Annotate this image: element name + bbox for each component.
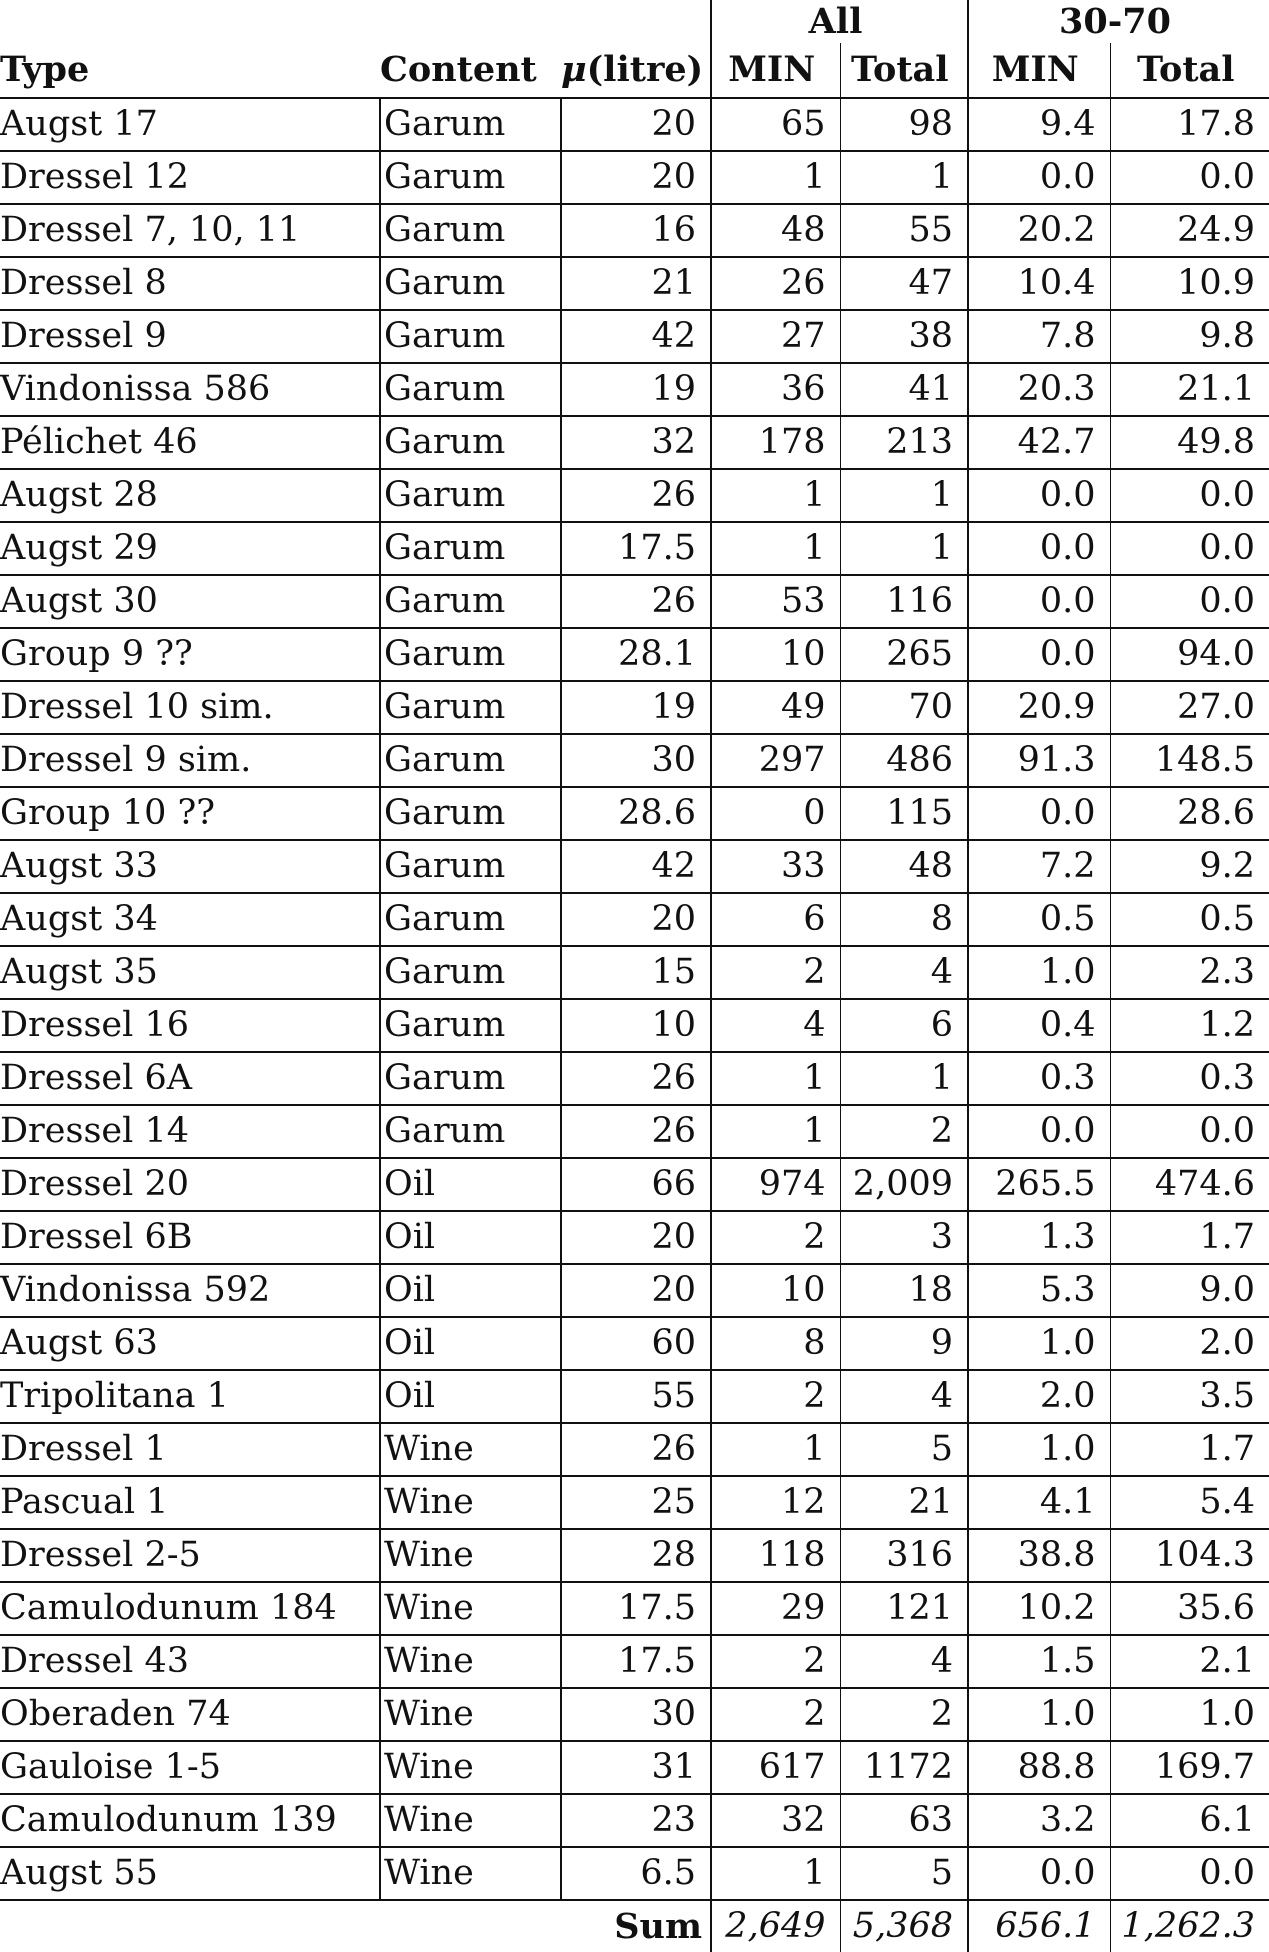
cell-all-total: 486 bbox=[840, 734, 968, 787]
cell-range-total: 0.0 bbox=[1110, 1847, 1269, 1900]
sum-range-total: 1,262.3 bbox=[1110, 1900, 1269, 1952]
cell-type: Dressel 10 sim. bbox=[0, 681, 380, 734]
cell-range-min: 0.0 bbox=[968, 787, 1110, 840]
cell-all-total: 1 bbox=[840, 522, 968, 575]
cell-content: Wine bbox=[380, 1423, 561, 1476]
cell-range-min: 2.0 bbox=[968, 1370, 1110, 1423]
cell-mu: 23 bbox=[561, 1794, 711, 1847]
cell-type: Augst 35 bbox=[0, 946, 380, 999]
cell-content: Garum bbox=[380, 734, 561, 787]
cell-content: Garum bbox=[380, 416, 561, 469]
cell-range-min: 0.0 bbox=[968, 1847, 1110, 1900]
cell-content: Oil bbox=[380, 1264, 561, 1317]
cell-content: Garum bbox=[380, 363, 561, 416]
cell-range-total: 5.4 bbox=[1110, 1476, 1269, 1529]
cell-all-min: 32 bbox=[711, 1794, 840, 1847]
cell-type: Dressel 9 bbox=[0, 310, 380, 363]
cell-range-total: 0.0 bbox=[1110, 469, 1269, 522]
header-mu bbox=[561, 43, 711, 98]
cell-range-total: 0.0 bbox=[1110, 522, 1269, 575]
cell-all-min: 1 bbox=[711, 1847, 840, 1900]
cell-all-min: 8 bbox=[711, 1317, 840, 1370]
table-row bbox=[0, 1052, 1269, 1105]
cell-all-min: 65 bbox=[711, 98, 840, 151]
cell-mu: 28.6 bbox=[561, 787, 711, 840]
cell-all-min: 48 bbox=[711, 204, 840, 257]
cell-all-min: 33 bbox=[711, 840, 840, 893]
cell-type: Augst 30 bbox=[0, 575, 380, 628]
cell-range-min: 88.8 bbox=[968, 1741, 1110, 1794]
cell-all-total: 8 bbox=[840, 893, 968, 946]
cell-range-total: 28.6 bbox=[1110, 787, 1269, 840]
cell-range-min: 1.0 bbox=[968, 1317, 1110, 1370]
cell-content: Wine bbox=[380, 1635, 561, 1688]
cell-content: Garum bbox=[380, 946, 561, 999]
cell-mu: 60 bbox=[561, 1317, 711, 1370]
cell-range-total: 21.1 bbox=[1110, 363, 1269, 416]
cell-all-min: 1 bbox=[711, 522, 840, 575]
cell-mu: 17.5 bbox=[561, 1582, 711, 1635]
cell-all-total: 6 bbox=[840, 999, 968, 1052]
cell-range-min: 0.0 bbox=[968, 151, 1110, 204]
cell-range-total: 27.0 bbox=[1110, 681, 1269, 734]
cell-range-total: 2.3 bbox=[1110, 946, 1269, 999]
cell-type: Dressel 6B bbox=[0, 1211, 380, 1264]
cell-mu: 6.5 bbox=[561, 1847, 711, 1900]
cell-content: Garum bbox=[380, 522, 561, 575]
cell-all-min: 617 bbox=[711, 1741, 840, 1794]
cell-type: Group 9 ?? bbox=[0, 628, 380, 681]
cell-all-min: 974 bbox=[711, 1158, 840, 1211]
cell-content: Wine bbox=[380, 1476, 561, 1529]
cell-range-total: 9.8 bbox=[1110, 310, 1269, 363]
cell-all-min: 1 bbox=[711, 469, 840, 522]
cell-range-min: 0.0 bbox=[968, 628, 1110, 681]
cell-content: Oil bbox=[380, 1158, 561, 1211]
cell-all-min: 1 bbox=[711, 1423, 840, 1476]
sum-all-total: 5,368 bbox=[840, 1900, 968, 1952]
cell-type: Dressel 16 bbox=[0, 999, 380, 1052]
cell-range-total: 474.6 bbox=[1110, 1158, 1269, 1211]
cell-type: Augst 63 bbox=[0, 1317, 380, 1370]
cell-range-total: 94.0 bbox=[1110, 628, 1269, 681]
cell-all-min: 1 bbox=[711, 151, 840, 204]
cell-range-min: 3.2 bbox=[968, 1794, 1110, 1847]
cell-range-min: 1.0 bbox=[968, 1423, 1110, 1476]
cell-type: Tripolitana 1 bbox=[0, 1370, 380, 1423]
cell-all-min: 29 bbox=[711, 1582, 840, 1635]
cell-range-min: 0.0 bbox=[968, 469, 1110, 522]
table-row bbox=[0, 416, 1269, 469]
cell-content: Garum bbox=[380, 893, 561, 946]
cell-mu: 20 bbox=[561, 893, 711, 946]
cell-type: Vindonissa 592 bbox=[0, 1264, 380, 1317]
cell-range-min: 20.2 bbox=[968, 204, 1110, 257]
cell-type: Dressel 43 bbox=[0, 1635, 380, 1688]
cell-mu: 10 bbox=[561, 999, 711, 1052]
table-row bbox=[0, 1635, 1269, 1688]
cell-all-total: 9 bbox=[840, 1317, 968, 1370]
cell-content: Oil bbox=[380, 1211, 561, 1264]
table-row bbox=[0, 1264, 1269, 1317]
table-row bbox=[0, 363, 1269, 416]
cell-all-min: 36 bbox=[711, 363, 840, 416]
table-row bbox=[0, 1370, 1269, 1423]
cell-range-total: 1.2 bbox=[1110, 999, 1269, 1052]
cell-range-min: 1.3 bbox=[968, 1211, 1110, 1264]
cell-type: Camulodunum 139 bbox=[0, 1794, 380, 1847]
cell-range-total: 10.9 bbox=[1110, 257, 1269, 310]
cell-range-total: 0.5 bbox=[1110, 893, 1269, 946]
cell-range-total: 0.0 bbox=[1110, 151, 1269, 204]
table-row bbox=[0, 946, 1269, 999]
cell-range-min: 0.0 bbox=[968, 522, 1110, 575]
cell-mu: 42 bbox=[561, 840, 711, 893]
cell-range-min: 10.4 bbox=[968, 257, 1110, 310]
cell-all-total: 70 bbox=[840, 681, 968, 734]
cell-type: Augst 34 bbox=[0, 893, 380, 946]
cell-range-total: 49.8 bbox=[1110, 416, 1269, 469]
cell-all-total: 316 bbox=[840, 1529, 968, 1582]
cell-all-total: 41 bbox=[840, 363, 968, 416]
cell-all-total: 38 bbox=[840, 310, 968, 363]
cell-mu: 31 bbox=[561, 1741, 711, 1794]
cell-all-total: 98 bbox=[840, 98, 968, 151]
cell-mu: 32 bbox=[561, 416, 711, 469]
cell-content: Garum bbox=[380, 840, 561, 893]
cell-mu: 26 bbox=[561, 1105, 711, 1158]
cell-all-min: 2 bbox=[711, 1688, 840, 1741]
cell-type: Dressel 12 bbox=[0, 151, 380, 204]
cell-range-min: 7.2 bbox=[968, 840, 1110, 893]
cell-content: Wine bbox=[380, 1688, 561, 1741]
cell-range-min: 42.7 bbox=[968, 416, 1110, 469]
table-row bbox=[0, 681, 1269, 734]
cell-range-min: 20.3 bbox=[968, 363, 1110, 416]
table-row bbox=[0, 1158, 1269, 1211]
cell-mu: 20 bbox=[561, 98, 711, 151]
cell-content: Garum bbox=[380, 681, 561, 734]
cell-range-min: 5.3 bbox=[968, 1264, 1110, 1317]
cell-all-min: 178 bbox=[711, 416, 840, 469]
cell-range-total: 35.6 bbox=[1110, 1582, 1269, 1635]
cell-content: Garum bbox=[380, 628, 561, 681]
cell-all-total: 5 bbox=[840, 1847, 968, 1900]
cell-range-min: 91.3 bbox=[968, 734, 1110, 787]
cell-range-min: 0.4 bbox=[968, 999, 1110, 1052]
cell-range-min: 1.0 bbox=[968, 1688, 1110, 1741]
column-header-row bbox=[0, 43, 1269, 98]
cell-content: Garum bbox=[380, 469, 561, 522]
sum-all-min: 2,649 bbox=[711, 1900, 840, 1952]
cell-content: Garum bbox=[380, 98, 561, 151]
cell-content: Wine bbox=[380, 1582, 561, 1635]
cell-content: Oil bbox=[380, 1317, 561, 1370]
table-row bbox=[0, 522, 1269, 575]
cell-type: Oberaden 74 bbox=[0, 1688, 380, 1741]
table-row bbox=[0, 1688, 1269, 1741]
cell-all-min: 27 bbox=[711, 310, 840, 363]
cell-mu: 26 bbox=[561, 469, 711, 522]
cell-type: Dressel 9 sim. bbox=[0, 734, 380, 787]
cell-all-min: 1 bbox=[711, 1052, 840, 1105]
cell-all-min: 10 bbox=[711, 1264, 840, 1317]
cell-content: Garum bbox=[380, 310, 561, 363]
cell-all-min: 12 bbox=[711, 1476, 840, 1529]
cell-all-min: 1 bbox=[711, 1105, 840, 1158]
cell-mu: 30 bbox=[561, 1688, 711, 1741]
cell-all-min: 2 bbox=[711, 946, 840, 999]
cell-type: Pascual 1 bbox=[0, 1476, 380, 1529]
cell-content: Garum bbox=[380, 787, 561, 840]
cell-mu: 15 bbox=[561, 946, 711, 999]
cell-all-min: 49 bbox=[711, 681, 840, 734]
cell-range-total: 1.7 bbox=[1110, 1211, 1269, 1264]
cell-all-total: 2,009 bbox=[840, 1158, 968, 1211]
table-row bbox=[0, 1529, 1269, 1582]
cell-range-total: 2.1 bbox=[1110, 1635, 1269, 1688]
cell-all-min: 53 bbox=[711, 575, 840, 628]
cell-all-min: 4 bbox=[711, 999, 840, 1052]
cell-all-total: 48 bbox=[840, 840, 968, 893]
cell-range-min: 0.3 bbox=[968, 1052, 1110, 1105]
cell-range-total: 2.0 bbox=[1110, 1317, 1269, 1370]
cell-mu: 19 bbox=[561, 681, 711, 734]
header-content: Content bbox=[380, 49, 537, 90]
group-header-30-70: 30-70 bbox=[968, 0, 1269, 43]
cell-range-total: 104.3 bbox=[1110, 1529, 1269, 1582]
table-row bbox=[0, 1423, 1269, 1476]
cell-all-total: 4 bbox=[840, 946, 968, 999]
cell-range-total: 169.7 bbox=[1110, 1741, 1269, 1794]
cell-type: Dressel 2-5 bbox=[0, 1529, 380, 1582]
cell-all-total: 1 bbox=[840, 151, 968, 204]
cell-type: Pélichet 46 bbox=[0, 416, 380, 469]
table-row bbox=[0, 469, 1269, 522]
cell-all-total: 116 bbox=[840, 575, 968, 628]
cell-range-total: 3.5 bbox=[1110, 1370, 1269, 1423]
cell-all-total: 5 bbox=[840, 1423, 968, 1476]
cell-all-min: 6 bbox=[711, 893, 840, 946]
cell-content: Garum bbox=[380, 575, 561, 628]
cell-range-total: 9.0 bbox=[1110, 1264, 1269, 1317]
cell-mu: 42 bbox=[561, 310, 711, 363]
cell-mu: 20 bbox=[561, 1211, 711, 1264]
cell-content: Garum bbox=[380, 257, 561, 310]
cell-range-min: 7.8 bbox=[968, 310, 1110, 363]
cell-type: Dressel 6A bbox=[0, 1052, 380, 1105]
cell-range-total: 0.3 bbox=[1110, 1052, 1269, 1105]
cell-mu: 55 bbox=[561, 1370, 711, 1423]
cell-mu: 28 bbox=[561, 1529, 711, 1582]
table-row bbox=[0, 893, 1269, 946]
cell-all-total: 4 bbox=[840, 1635, 968, 1688]
cell-type: Dressel 14 bbox=[0, 1105, 380, 1158]
cell-mu: 17.5 bbox=[561, 1635, 711, 1688]
cell-all-total: 2 bbox=[840, 1688, 968, 1741]
table-row bbox=[0, 204, 1269, 257]
cell-all-total: 21 bbox=[840, 1476, 968, 1529]
cell-range-min: 0.0 bbox=[968, 1105, 1110, 1158]
cell-type: Augst 29 bbox=[0, 522, 380, 575]
cell-range-total: 0.0 bbox=[1110, 575, 1269, 628]
cell-mu: 20 bbox=[561, 1264, 711, 1317]
cell-type: Vindonissa 586 bbox=[0, 363, 380, 416]
cell-all-min: 2 bbox=[711, 1635, 840, 1688]
cell-all-min: 10 bbox=[711, 628, 840, 681]
cell-type: Dressel 20 bbox=[0, 1158, 380, 1211]
cell-type: Augst 55 bbox=[0, 1847, 380, 1900]
cell-range-min: 1.0 bbox=[968, 946, 1110, 999]
table-row bbox=[0, 1476, 1269, 1529]
cell-range-min: 9.4 bbox=[968, 98, 1110, 151]
cell-all-total: 3 bbox=[840, 1211, 968, 1264]
sum-row bbox=[0, 1900, 1269, 1952]
cell-type: Augst 17 bbox=[0, 98, 380, 151]
cell-type: Augst 28 bbox=[0, 469, 380, 522]
cell-all-total: 1 bbox=[840, 469, 968, 522]
table-row bbox=[0, 151, 1269, 204]
cell-range-total: 1.7 bbox=[1110, 1423, 1269, 1476]
cell-type: Dressel 7, 10, 11 bbox=[0, 204, 380, 257]
cell-mu: 30 bbox=[561, 734, 711, 787]
cell-range-total: 6.1 bbox=[1110, 1794, 1269, 1847]
table-row bbox=[0, 1317, 1269, 1370]
cell-type: Camulodunum 184 bbox=[0, 1582, 380, 1635]
cell-mu: 19 bbox=[561, 363, 711, 416]
header-range-total: Total bbox=[1110, 43, 1269, 98]
cell-range-min: 38.8 bbox=[968, 1529, 1110, 1582]
cell-type: Augst 33 bbox=[0, 840, 380, 893]
cell-all-total: 2 bbox=[840, 1105, 968, 1158]
cell-range-min: 0.5 bbox=[968, 893, 1110, 946]
header-all-total: Total bbox=[840, 43, 968, 98]
cell-mu: 17.5 bbox=[561, 522, 711, 575]
cell-mu: 20 bbox=[561, 151, 711, 204]
cell-all-min: 297 bbox=[711, 734, 840, 787]
table-row bbox=[0, 98, 1269, 151]
table-row bbox=[0, 734, 1269, 787]
cell-mu: 26 bbox=[561, 1052, 711, 1105]
cell-range-total: 1.0 bbox=[1110, 1688, 1269, 1741]
cell-range-total: 148.5 bbox=[1110, 734, 1269, 787]
sum-label: Sum bbox=[614, 1906, 702, 1947]
table-row bbox=[0, 1105, 1269, 1158]
cell-all-total: 121 bbox=[840, 1582, 968, 1635]
cell-mu: 66 bbox=[561, 1158, 711, 1211]
cell-all-total: 213 bbox=[840, 416, 968, 469]
cell-content: Wine bbox=[380, 1794, 561, 1847]
cell-all-min: 26 bbox=[711, 257, 840, 310]
cell-all-total: 115 bbox=[840, 787, 968, 840]
table-row bbox=[0, 1582, 1269, 1635]
table-row bbox=[0, 999, 1269, 1052]
cell-all-min: 118 bbox=[711, 1529, 840, 1582]
cell-range-total: 0.0 bbox=[1110, 1105, 1269, 1158]
header-mu-symbol: μ bbox=[561, 49, 587, 90]
cell-content: Garum bbox=[380, 1105, 561, 1158]
table-row bbox=[0, 787, 1269, 840]
cell-range-min: 1.5 bbox=[968, 1635, 1110, 1688]
header-mu-unit: (litre) bbox=[586, 49, 704, 90]
cell-mu: 21 bbox=[561, 257, 711, 310]
cell-mu: 16 bbox=[561, 204, 711, 257]
cell-content: Garum bbox=[380, 1052, 561, 1105]
cell-all-total: 1172 bbox=[840, 1741, 968, 1794]
table-body bbox=[0, 98, 1269, 1952]
table-row bbox=[0, 628, 1269, 681]
header-type: Type bbox=[0, 49, 90, 90]
cell-all-total: 63 bbox=[840, 1794, 968, 1847]
table-row bbox=[0, 1741, 1269, 1794]
cell-range-min: 0.0 bbox=[968, 575, 1110, 628]
cell-content: Garum bbox=[380, 204, 561, 257]
cell-all-total: 4 bbox=[840, 1370, 968, 1423]
cell-all-min: 2 bbox=[711, 1370, 840, 1423]
cell-content: Wine bbox=[380, 1529, 561, 1582]
group-header-spacer bbox=[0, 0, 711, 43]
sum-range-min: 656.1 bbox=[968, 1900, 1110, 1952]
cell-type: Gauloise 1-5 bbox=[0, 1741, 380, 1794]
cell-mu: 28.1 bbox=[561, 628, 711, 681]
cell-content: Oil bbox=[380, 1370, 561, 1423]
table-row bbox=[0, 257, 1269, 310]
cell-all-min: 0 bbox=[711, 787, 840, 840]
table-row bbox=[0, 840, 1269, 893]
cell-type: Dressel 8 bbox=[0, 257, 380, 310]
table-row bbox=[0, 575, 1269, 628]
cell-all-total: 265 bbox=[840, 628, 968, 681]
table-row bbox=[0, 1211, 1269, 1264]
cell-range-min: 4.1 bbox=[968, 1476, 1110, 1529]
cell-range-total: 9.2 bbox=[1110, 840, 1269, 893]
cell-all-total: 55 bbox=[840, 204, 968, 257]
table-row bbox=[0, 1847, 1269, 1900]
cell-type: Dressel 1 bbox=[0, 1423, 380, 1476]
cell-range-total: 24.9 bbox=[1110, 204, 1269, 257]
header-range-min: MIN bbox=[968, 43, 1110, 98]
cell-content: Garum bbox=[380, 151, 561, 204]
cell-all-total: 47 bbox=[840, 257, 968, 310]
header-all-min: MIN bbox=[711, 43, 840, 98]
cell-all-min: 2 bbox=[711, 1211, 840, 1264]
cell-mu: 26 bbox=[561, 1423, 711, 1476]
cell-all-total: 1 bbox=[840, 1052, 968, 1105]
group-header-all: All bbox=[711, 0, 968, 43]
cell-content: Wine bbox=[380, 1741, 561, 1794]
group-header-row bbox=[0, 0, 1269, 43]
cell-mu: 25 bbox=[561, 1476, 711, 1529]
cell-range-total: 17.8 bbox=[1110, 98, 1269, 151]
cell-range-min: 265.5 bbox=[968, 1158, 1110, 1211]
cell-type: Group 10 ?? bbox=[0, 787, 380, 840]
table-row bbox=[0, 310, 1269, 363]
cell-range-min: 20.9 bbox=[968, 681, 1110, 734]
cell-content: Garum bbox=[380, 999, 561, 1052]
cell-mu: 26 bbox=[561, 575, 711, 628]
table-row bbox=[0, 1794, 1269, 1847]
cell-all-total: 18 bbox=[840, 1264, 968, 1317]
cell-content: Wine bbox=[380, 1847, 561, 1900]
cell-range-min: 10.2 bbox=[968, 1582, 1110, 1635]
